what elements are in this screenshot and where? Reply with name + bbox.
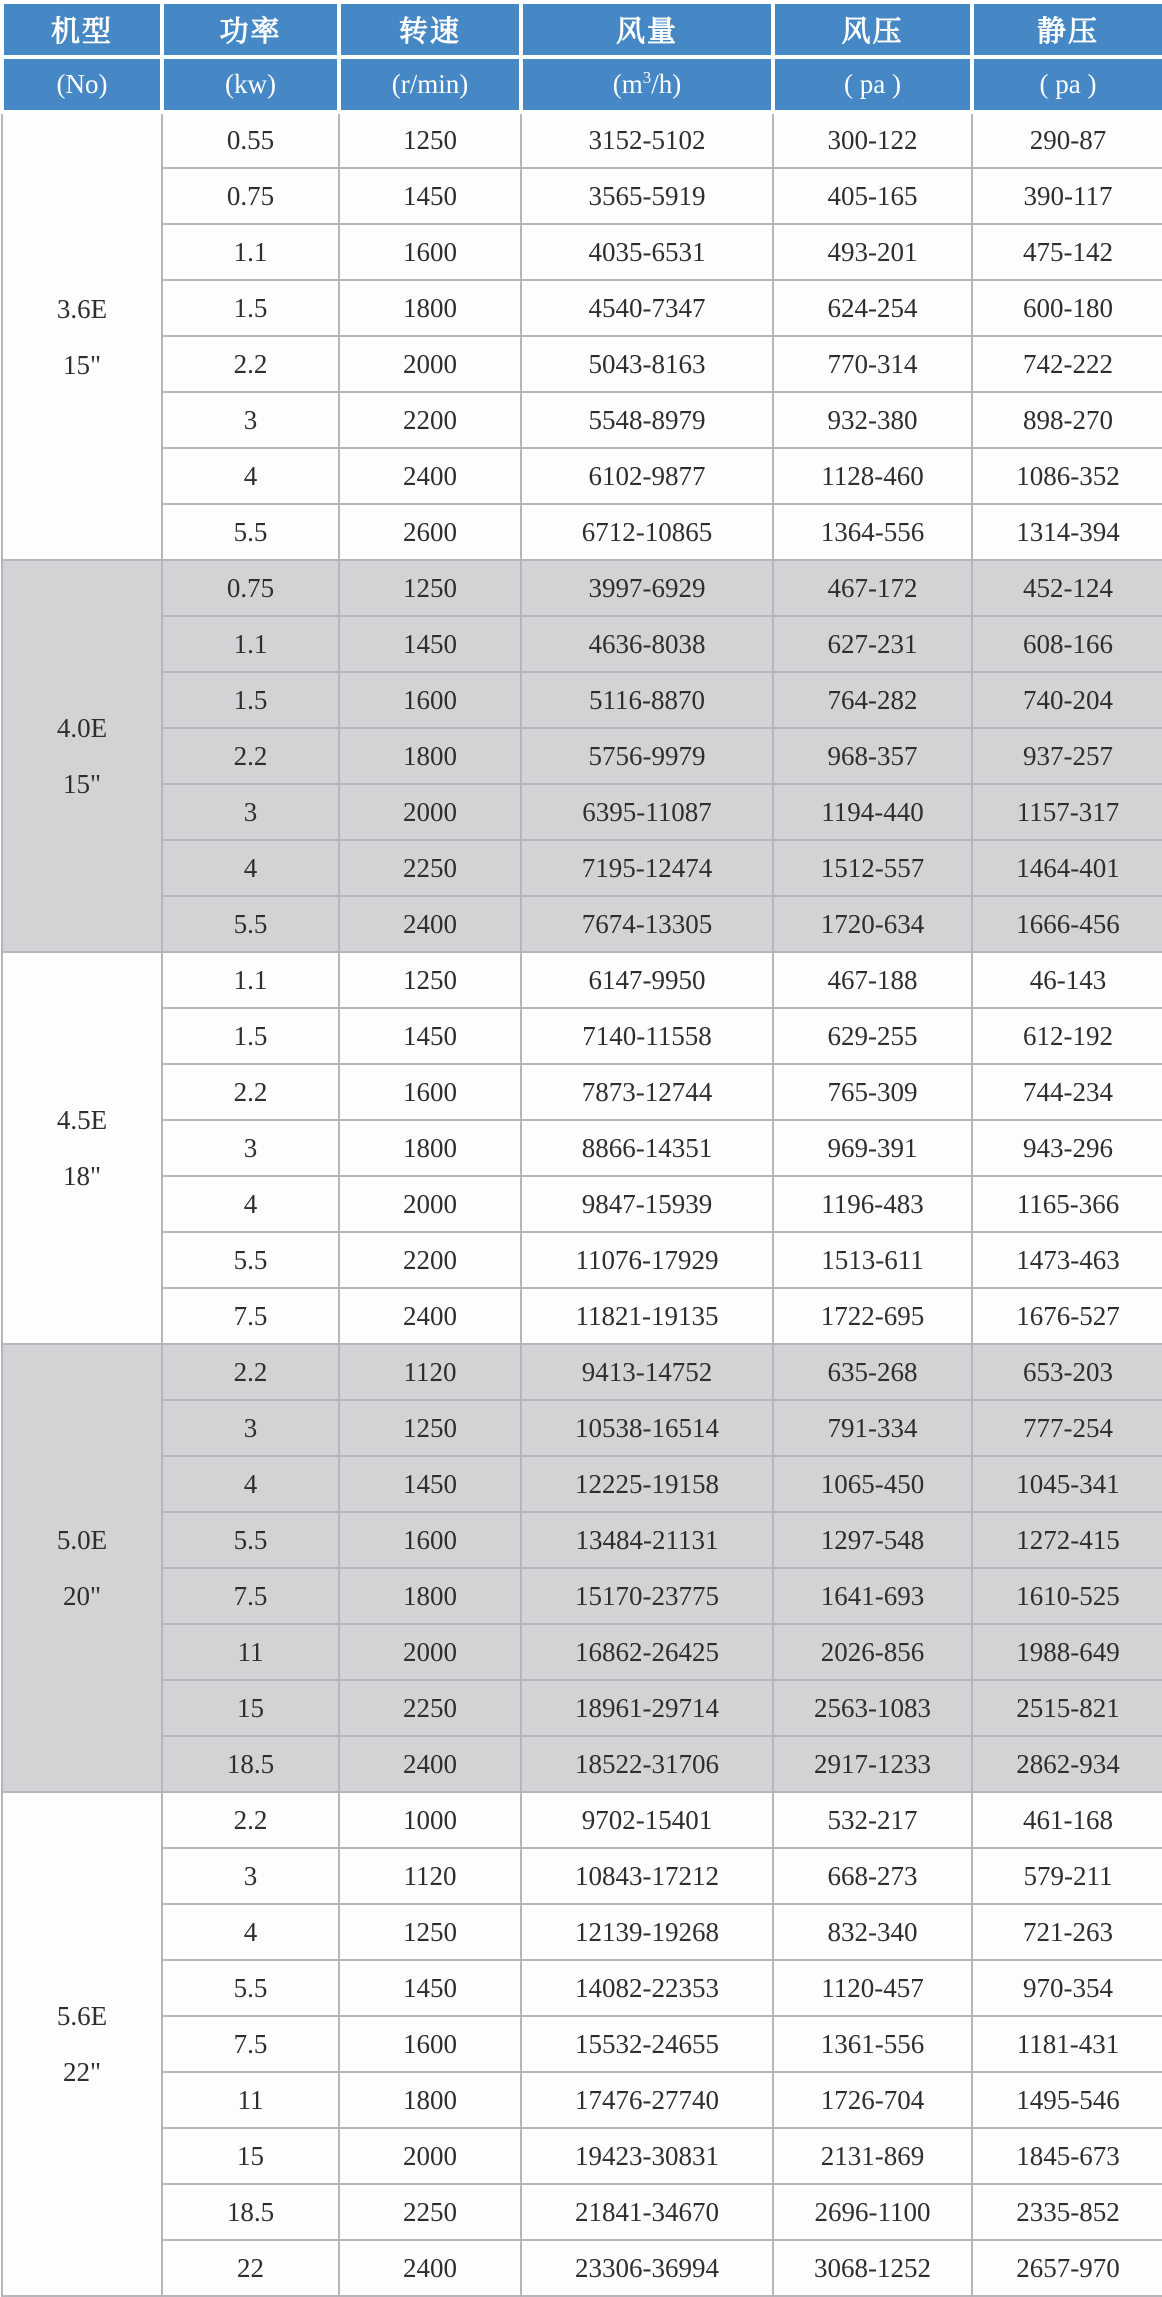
speed-cell: 2000 xyxy=(339,2128,521,2184)
header-pressure: 风压 xyxy=(773,2,972,57)
airflow-cell: 17476-27740 xyxy=(521,2072,773,2128)
airflow-cell: 6102-9877 xyxy=(521,448,773,504)
unit-speed: (r/min) xyxy=(339,57,521,112)
static-pressure-cell: 2515-821 xyxy=(972,1680,1162,1736)
model-cell xyxy=(2,1792,162,2296)
power-cell: 5.5 xyxy=(162,1512,339,1568)
airflow-cell: 4540-7347 xyxy=(521,280,773,336)
static-pressure-cell: 46-143 xyxy=(972,952,1162,1008)
table-row xyxy=(2,1512,1162,1568)
pressure-cell: 627-231 xyxy=(773,616,972,672)
speed-cell: 1800 xyxy=(339,280,521,336)
header-row-units xyxy=(2,57,1162,112)
airflow-cell: 19423-30831 xyxy=(521,2128,773,2184)
static-pressure-cell: 608-166 xyxy=(972,616,1162,672)
pressure-cell: 969-391 xyxy=(773,1120,972,1176)
pressure-cell: 532-217 xyxy=(773,1792,972,1848)
speed-cell: 1600 xyxy=(339,1064,521,1120)
power-cell: 2.2 xyxy=(162,1064,339,1120)
power-cell: 5.5 xyxy=(162,1960,339,2016)
airflow-cell: 7195-12474 xyxy=(521,840,773,896)
table-row xyxy=(2,2240,1162,2296)
power-cell: 18.5 xyxy=(162,2184,339,2240)
power-cell: 11 xyxy=(162,2072,339,2128)
table-row xyxy=(2,1008,1162,1064)
table-row xyxy=(2,280,1162,336)
pressure-cell: 1512-557 xyxy=(773,840,972,896)
power-cell: 3 xyxy=(162,784,339,840)
power-cell: 3 xyxy=(162,392,339,448)
table-row xyxy=(2,1848,1162,1904)
unit-airflow-pre: (m xyxy=(612,69,643,99)
header-power: 功率 xyxy=(162,2,339,57)
static-pressure-cell: 1165-366 xyxy=(972,1176,1162,1232)
speed-cell: 1000 xyxy=(339,1792,521,1848)
static-pressure-cell: 2862-934 xyxy=(972,1736,1162,1792)
speed-cell: 1800 xyxy=(339,1120,521,1176)
pressure-cell: 2563-1083 xyxy=(773,1680,972,1736)
speed-cell: 1600 xyxy=(339,1512,521,1568)
pressure-cell: 1194-440 xyxy=(773,784,972,840)
static-pressure-cell: 1464-401 xyxy=(972,840,1162,896)
power-cell: 0.55 xyxy=(162,112,339,168)
speed-cell: 1800 xyxy=(339,1568,521,1624)
airflow-cell: 6147-9950 xyxy=(521,952,773,1008)
table-row xyxy=(2,616,1162,672)
speed-cell: 1450 xyxy=(339,1960,521,2016)
airflow-cell: 11821-19135 xyxy=(521,1288,773,1344)
pressure-cell: 1513-611 xyxy=(773,1232,972,1288)
unit-pressure: ( pa ) xyxy=(773,57,972,112)
airflow-cell: 6395-11087 xyxy=(521,784,773,840)
speed-cell: 1450 xyxy=(339,1008,521,1064)
airflow-cell: 12139-19268 xyxy=(521,1904,773,1960)
airflow-cell: 18961-29714 xyxy=(521,1680,773,1736)
pressure-cell: 1065-450 xyxy=(773,1456,972,1512)
speed-cell: 1600 xyxy=(339,672,521,728)
table-row xyxy=(2,504,1162,560)
power-cell: 7.5 xyxy=(162,2016,339,2072)
power-cell: 4 xyxy=(162,1456,339,1512)
pressure-cell: 3068-1252 xyxy=(773,2240,972,2296)
speed-cell: 1120 xyxy=(339,1344,521,1400)
power-cell: 3 xyxy=(162,1400,339,1456)
table-row xyxy=(2,952,1162,1008)
pressure-cell: 764-282 xyxy=(773,672,972,728)
model-cell xyxy=(2,1344,162,1792)
table-row xyxy=(2,224,1162,280)
table-row xyxy=(2,1232,1162,1288)
power-cell: 7.5 xyxy=(162,1568,339,1624)
static-pressure-cell: 612-192 xyxy=(972,1008,1162,1064)
table-row xyxy=(2,728,1162,784)
power-cell: 22 xyxy=(162,2240,339,2296)
table-row xyxy=(2,1064,1162,1120)
static-pressure-cell: 898-270 xyxy=(972,392,1162,448)
pressure-cell: 1726-704 xyxy=(773,2072,972,2128)
speed-cell: 1250 xyxy=(339,1904,521,1960)
static-pressure-cell: 1157-317 xyxy=(972,784,1162,840)
pressure-cell: 791-334 xyxy=(773,1400,972,1456)
power-cell: 3 xyxy=(162,1848,339,1904)
table-row xyxy=(2,1680,1162,1736)
speed-cell: 1250 xyxy=(339,560,521,616)
static-pressure-cell: 943-296 xyxy=(972,1120,1162,1176)
table-row xyxy=(2,1344,1162,1400)
static-pressure-cell: 721-263 xyxy=(972,1904,1162,1960)
static-pressure-cell: 777-254 xyxy=(972,1400,1162,1456)
pressure-cell: 2131-869 xyxy=(773,2128,972,2184)
static-pressure-cell: 1272-415 xyxy=(972,1512,1162,1568)
pressure-cell: 405-165 xyxy=(773,168,972,224)
table-row xyxy=(2,168,1162,224)
airflow-cell: 5548-8979 xyxy=(521,392,773,448)
airflow-cell: 21841-34670 xyxy=(521,2184,773,2240)
header-row-labels xyxy=(2,2,1162,57)
model-cell xyxy=(2,560,162,952)
table-row xyxy=(2,112,1162,168)
speed-cell: 1800 xyxy=(339,728,521,784)
pressure-cell: 2026-856 xyxy=(773,1624,972,1680)
speed-cell: 2400 xyxy=(339,2240,521,2296)
table-row xyxy=(2,1288,1162,1344)
power-cell: 1.5 xyxy=(162,280,339,336)
static-pressure-cell: 653-203 xyxy=(972,1344,1162,1400)
power-cell: 5.5 xyxy=(162,896,339,952)
pressure-cell: 832-340 xyxy=(773,1904,972,1960)
pressure-cell: 624-254 xyxy=(773,280,972,336)
power-cell: 4 xyxy=(162,1904,339,1960)
header-static-pressure: 静压 xyxy=(972,2,1162,57)
power-cell: 2.2 xyxy=(162,336,339,392)
pressure-cell: 668-273 xyxy=(773,1848,972,1904)
speed-cell: 2400 xyxy=(339,896,521,952)
speed-cell: 1250 xyxy=(339,1400,521,1456)
static-pressure-cell: 452-124 xyxy=(972,560,1162,616)
power-cell: 18.5 xyxy=(162,1736,339,1792)
pressure-cell: 1720-634 xyxy=(773,896,972,952)
model-code: 5.0E xyxy=(56,1525,108,1555)
table-row xyxy=(2,448,1162,504)
pressure-cell: 629-255 xyxy=(773,1008,972,1064)
power-cell: 2.2 xyxy=(162,728,339,784)
model-size: 15" xyxy=(62,349,102,380)
airflow-cell: 6712-10865 xyxy=(521,504,773,560)
airflow-cell: 15532-24655 xyxy=(521,2016,773,2072)
power-cell: 15 xyxy=(162,1680,339,1736)
airflow-cell: 3565-5919 xyxy=(521,168,773,224)
unit-airflow-sup: 3 xyxy=(642,68,652,87)
static-pressure-cell: 744-234 xyxy=(972,1064,1162,1120)
table-row xyxy=(2,1176,1162,1232)
speed-cell: 2200 xyxy=(339,392,521,448)
power-cell: 4 xyxy=(162,1176,339,1232)
power-cell: 5.5 xyxy=(162,1232,339,1288)
pressure-cell: 2917-1233 xyxy=(773,1736,972,1792)
power-cell: 4 xyxy=(162,448,339,504)
table-row xyxy=(2,2072,1162,2128)
speed-cell: 2250 xyxy=(339,1680,521,1736)
power-cell: 2.2 xyxy=(162,1792,339,1848)
power-cell: 0.75 xyxy=(162,560,339,616)
model-cell xyxy=(2,952,162,1344)
airflow-cell: 9847-15939 xyxy=(521,1176,773,1232)
static-pressure-cell: 1473-463 xyxy=(972,1232,1162,1288)
static-pressure-cell: 1314-394 xyxy=(972,504,1162,560)
table-row xyxy=(2,1904,1162,1960)
power-cell: 11 xyxy=(162,1624,339,1680)
table-row xyxy=(2,392,1162,448)
speed-cell: 2400 xyxy=(339,1736,521,1792)
model-size: 15" xyxy=(62,769,102,799)
model-code: 5.6E xyxy=(56,2001,108,2031)
static-pressure-cell: 1610-525 xyxy=(972,1568,1162,1624)
power-cell: 15 xyxy=(162,2128,339,2184)
power-cell: 1.1 xyxy=(162,224,339,280)
airflow-cell: 9413-14752 xyxy=(521,1344,773,1400)
table-row xyxy=(2,1120,1162,1176)
speed-cell: 1250 xyxy=(339,952,521,1008)
power-cell: 0.75 xyxy=(162,168,339,224)
model-code: 4.5E xyxy=(56,1105,108,1135)
pressure-cell: 1361-556 xyxy=(773,2016,972,2072)
speed-cell: 2000 xyxy=(339,336,521,392)
pressure-cell: 467-188 xyxy=(773,952,972,1008)
airflow-cell: 3152-5102 xyxy=(521,112,773,168)
model-code: 4.0E xyxy=(56,713,108,743)
table-row xyxy=(2,1960,1162,2016)
pressure-cell: 2696-1100 xyxy=(773,2184,972,2240)
speed-cell: 1450 xyxy=(339,168,521,224)
static-pressure-cell: 600-180 xyxy=(972,280,1162,336)
speed-cell: 2400 xyxy=(339,1288,521,1344)
speed-cell: 1120 xyxy=(339,1848,521,1904)
header-airflow: 风量 xyxy=(521,2,773,57)
airflow-cell: 12225-19158 xyxy=(521,1456,773,1512)
pressure-cell: 765-309 xyxy=(773,1064,972,1120)
speed-cell: 1250 xyxy=(339,112,521,168)
speed-cell: 1600 xyxy=(339,224,521,280)
unit-power: (kw) xyxy=(162,57,339,112)
table-row xyxy=(2,840,1162,896)
power-cell: 1.5 xyxy=(162,1008,339,1064)
static-pressure-cell: 390-117 xyxy=(972,168,1162,224)
table-row xyxy=(2,672,1162,728)
table-row xyxy=(2,2016,1162,2072)
speed-cell: 2250 xyxy=(339,840,521,896)
table-row xyxy=(2,896,1162,952)
static-pressure-cell: 1045-341 xyxy=(972,1456,1162,1512)
table-header xyxy=(2,2,1162,112)
pressure-cell: 1128-460 xyxy=(773,448,972,504)
unit-model: (No) xyxy=(2,57,162,112)
unit-airflow-post: /h) xyxy=(651,69,682,99)
pressure-cell: 770-314 xyxy=(773,336,972,392)
speed-cell: 2000 xyxy=(339,784,521,840)
power-cell: 5.5 xyxy=(162,504,339,560)
airflow-cell: 7873-12744 xyxy=(521,1064,773,1120)
speed-cell: 2250 xyxy=(339,2184,521,2240)
speed-cell: 2200 xyxy=(339,1232,521,1288)
airflow-cell: 10538-16514 xyxy=(521,1400,773,1456)
static-pressure-cell: 937-257 xyxy=(972,728,1162,784)
static-pressure-cell: 1181-431 xyxy=(972,2016,1162,2072)
airflow-cell: 5756-9979 xyxy=(521,728,773,784)
airflow-cell: 13484-21131 xyxy=(521,1512,773,1568)
pressure-cell: 1196-483 xyxy=(773,1176,972,1232)
speed-cell: 2000 xyxy=(339,1624,521,1680)
static-pressure-cell: 290-87 xyxy=(972,112,1162,168)
airflow-cell: 15170-23775 xyxy=(521,1568,773,1624)
airflow-cell: 8866-14351 xyxy=(521,1120,773,1176)
static-pressure-cell: 742-222 xyxy=(972,336,1162,392)
airflow-cell: 7140-11558 xyxy=(521,1008,773,1064)
table-row xyxy=(2,1624,1162,1680)
model-size: 18" xyxy=(62,1161,102,1191)
static-pressure-cell: 1086-352 xyxy=(972,448,1162,504)
pressure-cell: 1297-548 xyxy=(773,1512,972,1568)
airflow-cell: 4035-6531 xyxy=(521,224,773,280)
static-pressure-cell: 740-204 xyxy=(972,672,1162,728)
power-cell: 7.5 xyxy=(162,1288,339,1344)
airflow-cell: 4636-8038 xyxy=(521,616,773,672)
static-pressure-cell: 1676-527 xyxy=(972,1288,1162,1344)
airflow-cell: 10843-17212 xyxy=(521,1848,773,1904)
speed-cell: 1800 xyxy=(339,2072,521,2128)
table-body xyxy=(2,112,1162,2296)
speed-cell: 1600 xyxy=(339,2016,521,2072)
table-row xyxy=(2,1400,1162,1456)
model-cell xyxy=(2,112,162,560)
airflow-cell: 3997-6929 xyxy=(521,560,773,616)
table-row xyxy=(2,784,1162,840)
power-cell: 1.5 xyxy=(162,672,339,728)
unit-static-pressure: ( pa ) xyxy=(972,57,1162,112)
airflow-cell: 9702-15401 xyxy=(521,1792,773,1848)
power-cell: 1.1 xyxy=(162,616,339,672)
model-size: 20" xyxy=(62,1581,102,1611)
static-pressure-cell: 970-354 xyxy=(972,1960,1162,2016)
header-speed: 转速 xyxy=(339,2,521,57)
speed-cell: 1450 xyxy=(339,1456,521,1512)
speed-cell: 2000 xyxy=(339,1176,521,1232)
table-row xyxy=(2,1568,1162,1624)
table-row xyxy=(2,2184,1162,2240)
pressure-cell: 968-357 xyxy=(773,728,972,784)
static-pressure-cell: 2657-970 xyxy=(972,2240,1162,2296)
static-pressure-cell: 2335-852 xyxy=(972,2184,1162,2240)
pressure-cell: 467-172 xyxy=(773,560,972,616)
table-row xyxy=(2,336,1162,392)
static-pressure-cell: 1666-456 xyxy=(972,896,1162,952)
pressure-cell: 932-380 xyxy=(773,392,972,448)
airflow-cell: 16862-26425 xyxy=(521,1624,773,1680)
pressure-cell: 1641-693 xyxy=(773,1568,972,1624)
static-pressure-cell: 579-211 xyxy=(972,1848,1162,1904)
table-row xyxy=(2,1792,1162,1848)
static-pressure-cell: 475-142 xyxy=(972,224,1162,280)
static-pressure-cell: 461-168 xyxy=(972,1792,1162,1848)
power-cell: 3 xyxy=(162,1120,339,1176)
pressure-cell: 1722-695 xyxy=(773,1288,972,1344)
model-size: 22" xyxy=(62,2057,102,2087)
header-model: 机型 xyxy=(2,2,162,57)
pressure-cell: 300-122 xyxy=(773,112,972,168)
static-pressure-cell: 1495-546 xyxy=(972,2072,1162,2128)
static-pressure-cell: 1845-673 xyxy=(972,2128,1162,2184)
model-code: 3.6E xyxy=(56,293,108,324)
pressure-cell: 1120-457 xyxy=(773,1960,972,2016)
power-cell: 1.1 xyxy=(162,952,339,1008)
airflow-cell: 11076-17929 xyxy=(521,1232,773,1288)
unit-airflow xyxy=(521,57,773,112)
table-row xyxy=(2,1456,1162,1512)
pressure-cell: 493-201 xyxy=(773,224,972,280)
speed-cell: 1450 xyxy=(339,616,521,672)
airflow-cell: 23306-36994 xyxy=(521,2240,773,2296)
power-cell: 2.2 xyxy=(162,1344,339,1400)
speed-cell: 2600 xyxy=(339,504,521,560)
static-pressure-cell: 1988-649 xyxy=(972,1624,1162,1680)
airflow-cell: 18522-31706 xyxy=(521,1736,773,1792)
speed-cell: 2400 xyxy=(339,448,521,504)
pressure-cell: 1364-556 xyxy=(773,504,972,560)
airflow-cell: 7674-13305 xyxy=(521,896,773,952)
airflow-cell: 5116-8870 xyxy=(521,672,773,728)
table-row xyxy=(2,2128,1162,2184)
airflow-cell: 5043-8163 xyxy=(521,336,773,392)
pressure-cell: 635-268 xyxy=(773,1344,972,1400)
table-row xyxy=(2,1736,1162,1792)
airflow-cell: 14082-22353 xyxy=(521,1960,773,2016)
power-cell: 4 xyxy=(162,840,339,896)
table-row xyxy=(2,560,1162,616)
